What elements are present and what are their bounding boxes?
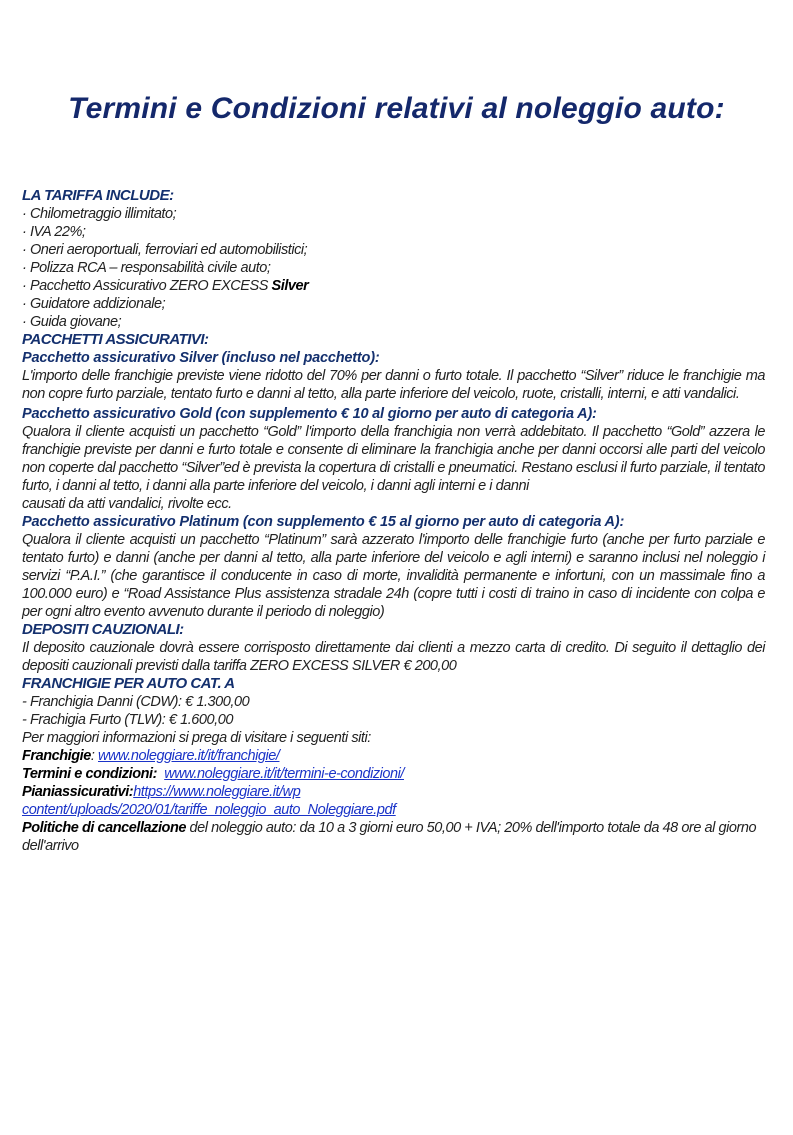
list-item: · Guida giovane; [22,314,122,330]
list-item-text: · Pacchetto Assicurativo ZERO EXCESS [22,278,272,294]
cancellazione-label: Politiche di cancellazione [22,820,186,836]
franchigie-label: Franchigie [22,748,91,764]
link-row-termini [22,765,765,783]
piani-link-continued[interactable]: content/uploads/2020/01/tariffe_noleggio_auto_Noleggiare.pdf [22,802,396,818]
list-item: · Chilometraggio illimitato; [22,206,177,222]
franchigie-link[interactable]: www.noleggiare.it/it/franchigie/ [98,748,280,764]
pacchetti-heading: PACCHETTI ASSICURATIVI: [22,331,209,348]
list-item: · IVA 22%; [22,224,86,240]
separator: : [90,748,98,764]
info-text: Per maggiori informazioni si prega di visitare i seguenti siti: [22,730,371,746]
document-body [22,187,765,855]
silver-heading: Pacchetto assicurativo Silver (incluso nel pacchetto): [22,350,380,366]
platinum-heading: Pacchetto assicurativo Platinum (con supplemento € 15 al giorno per auto di categoria A): [22,514,625,530]
page-title: Termini e Condizioni relativi al noleggio auto: [68,92,725,125]
gold-heading: Pacchetto assicurativo Gold (con supplemento € 10 al giorno per auto di categoria A): [22,406,597,422]
gold-text-2: causati da atti vandalici, rivolte ecc. [22,496,232,512]
termini-link[interactable]: www.noleggiare.it/it/termini-e-condizioni/ [164,766,404,782]
link-row-franchigie [22,747,765,765]
piani-label: Pianiassicurativi: [22,784,134,800]
cancellazione-text [22,819,765,855]
list-item: · Oneri aeroportuali, ferroviari ed automobilistici; [22,242,308,258]
list-item: · Polizza RCA – responsabilità civile auto; [22,260,271,276]
silver-text: L'importo delle franchigie previste viene ridotto del 70% per danni o furto totale. Il pacchetto “Silver” riduce le franchigie ma non copre furto parziale, tentato furto e danni al tetto, alla parte inferiore del veicolo, ruote, cristalli, interni, e atti vandalici. [22,368,765,402]
list-item: - Franchigia Danni (CDW): € 1.300,00 [22,694,250,710]
list-item: · Guidatore addizionale; [22,296,166,312]
piani-link[interactable]: https://www.noleggiare.it/wp [133,784,301,800]
silver-bold: Silver [271,278,309,294]
gold-text: Qualora il cliente acquisti un pacchetto “Gold” l'importo della franchigia non verrà addebitato. Il pacchetto “Gold” azzera le franchigie previste per danni e furto totale e consente di eliminare la franchigia anche per danni occorsi alle parti del veicolo non coperte dal pacchetto “Silver”ed è prevista la copertura di cristalli e pneumatici. Restano esclusi il furto parziale, il tentato furto, i danni al tetto, i danni alla parte inferiore del veicolo, i danni agli interni e i danni [22,424,765,494]
list-item: - Frachigia Furto (TLW): € 1.600,00 [22,712,233,728]
depositi-heading: DEPOSITI CAUZIONALI: [22,621,184,638]
depositi-text: Il deposito cauzionale dovrà essere corrisposto direttamente dai clienti a mezzo carta di credito. Di seguito il dettaglio dei depositi cauzionali previsti dalla tariffa ZERO EXCESS SILVER € 200,00 [22,640,765,674]
cancellazione-body: del noleggio auto: da 10 a 3 giorni euro 50,00 + IVA; 20% dell'importo totale da 48 ore al giorno dell'arrivo [22,820,757,854]
platinum-text: Qualora il cliente acquisti un pacchetto “Platinum” sarà azzerato l'importo delle franchigie furto (anche per furto parziale e tentato furto) e danni (anche per danni al tetto, alla parte inferiore del veicolo e agli interni) e saranno inclusi nel noleggio i servizi “P.A.I.” (che garantisce il conducente in caso di morte, invalidità permanente e infortuni, con un massimale fino a 100.000 euro) e “Road Assistance Plus assistenza stradale 24h (copre tutti i costi di traino in caso di incidente con colpa e per ogni altro evento avvenuto durante il periodo di noleggio) [22,532,765,620]
termini-label: Termini e condizioni: [22,766,158,782]
link-row-piani [22,783,765,801]
list-item [22,277,765,295]
tariffa-heading: LA TARIFFA INCLUDE: [22,187,174,204]
franchigie-heading: FRANCHIGIE PER AUTO CAT. A [22,675,235,692]
